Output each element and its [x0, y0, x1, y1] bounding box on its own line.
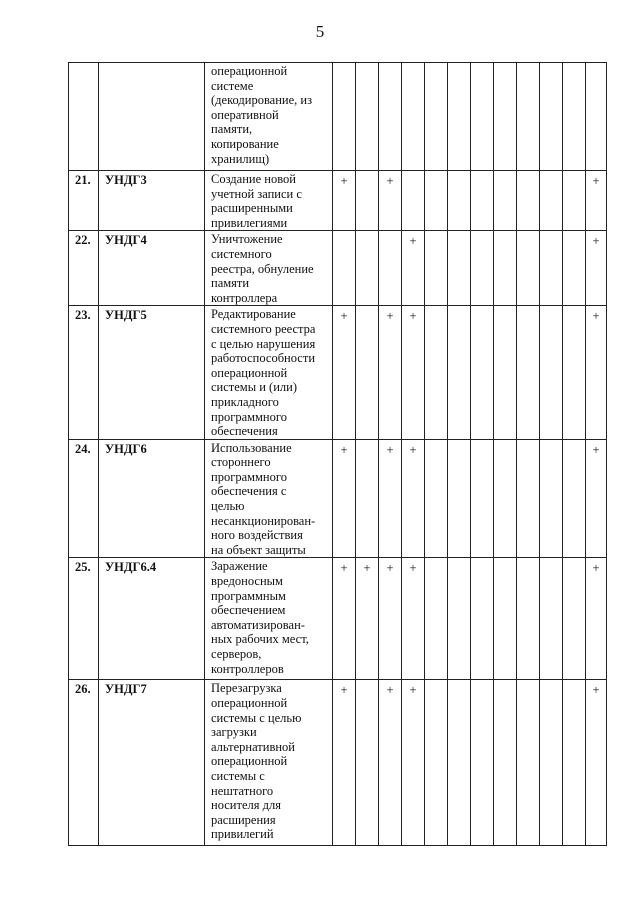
mark-cell [471, 231, 494, 306]
threat-table [68, 62, 607, 846]
mark-cell [356, 306, 379, 439]
mark-cell [425, 680, 448, 846]
threat-description [205, 231, 333, 306]
mark-cell [586, 63, 607, 171]
mark-cell: + [586, 231, 607, 306]
mark-cell [448, 680, 471, 846]
mark-cell [471, 680, 494, 846]
mark-cell [448, 306, 471, 439]
mark-cell [448, 231, 471, 306]
mark-cell [448, 439, 471, 558]
mark-cell [448, 558, 471, 680]
description-text: Создание новой учетной записи с расширенными привилегиями [211, 172, 302, 230]
mark-cell [333, 63, 356, 171]
mark-cell [494, 231, 517, 306]
mark-cell: + [356, 558, 379, 680]
threat-description [205, 63, 333, 171]
mark-cell: + [402, 231, 425, 306]
row-number: 21. [69, 171, 99, 231]
mark-cell [356, 171, 379, 231]
mark-cell [448, 171, 471, 231]
description-text: Редактирование системного реестра с целью нарушения работоспособности операционной системы и (или) прикладного программного обеспечения [211, 307, 316, 439]
mark-cell [425, 231, 448, 306]
mark-cell [563, 558, 586, 680]
mark-cell [402, 63, 425, 171]
mark-cell: + [379, 306, 402, 439]
mark-cell [379, 231, 402, 306]
threat-description [205, 439, 333, 558]
mark-cell [540, 306, 563, 439]
row-number: 22. [69, 231, 99, 306]
mark-cell [540, 558, 563, 680]
mark-cell [517, 306, 540, 439]
mark-cell: + [379, 558, 402, 680]
mark-cell [563, 680, 586, 846]
mark-cell: + [402, 439, 425, 558]
threat-code: УНДГ7 [99, 680, 205, 846]
description-text: Заражение вредоносным программным обеспечением автоматизирован- ных рабочих мест, серверов, контроллеров [211, 559, 309, 676]
table-row [69, 171, 607, 231]
mark-cell: + [402, 680, 425, 846]
mark-cell [494, 558, 517, 680]
page-number: 5 [315, 22, 325, 41]
threat-description [205, 680, 333, 846]
mark-cell [379, 63, 402, 171]
mark-cell [540, 63, 563, 171]
description-text: операционной системе (декодирование, из оперативной памяти, копирование хранилищ) [211, 64, 313, 166]
mark-cell [563, 439, 586, 558]
threat-code: УНДГ4 [99, 231, 205, 306]
threat-code: УНДГ6.4 [99, 558, 205, 680]
mark-cell: + [586, 680, 607, 846]
mark-cell [494, 439, 517, 558]
mark-cell [356, 63, 379, 171]
table-row [69, 439, 607, 558]
mark-cell [563, 63, 586, 171]
mark-cell [517, 439, 540, 558]
description-text: Перезагрузка операционной системы с целью загрузки альтернативной операционной системы с нештатного носителя для расширения привилегий [211, 681, 302, 842]
mark-cell [540, 171, 563, 231]
mark-cell [563, 231, 586, 306]
mark-cell [540, 439, 563, 558]
mark-cell [563, 171, 586, 231]
mark-cell [356, 439, 379, 558]
mark-cell: + [379, 171, 402, 231]
mark-cell [471, 63, 494, 171]
mark-cell [425, 63, 448, 171]
mark-cell: + [333, 171, 356, 231]
row-number: 23. [69, 306, 99, 439]
mark-cell: + [586, 306, 607, 439]
mark-cell [471, 439, 494, 558]
row-number: 24. [69, 439, 99, 558]
mark-cell [402, 171, 425, 231]
table-row [69, 306, 607, 439]
mark-cell [494, 171, 517, 231]
mark-cell [517, 558, 540, 680]
row-number: 26. [69, 680, 99, 846]
threat-description [205, 171, 333, 231]
mark-cell: + [379, 439, 402, 558]
mark-cell [356, 680, 379, 846]
mark-cell [448, 63, 471, 171]
threat-description [205, 306, 333, 439]
threat-description [205, 558, 333, 680]
mark-cell [356, 231, 379, 306]
mark-cell [471, 171, 494, 231]
mark-cell: + [402, 558, 425, 680]
table-row [69, 63, 607, 171]
mark-cell [494, 306, 517, 439]
row-number [69, 63, 99, 171]
mark-cell [517, 231, 540, 306]
mark-cell: + [586, 558, 607, 680]
mark-cell [425, 558, 448, 680]
mark-cell [517, 171, 540, 231]
mark-cell [425, 171, 448, 231]
mark-cell: + [333, 439, 356, 558]
table-row [69, 558, 607, 680]
table-row [69, 231, 607, 306]
mark-cell [540, 231, 563, 306]
mark-cell [517, 680, 540, 846]
mark-cell [494, 680, 517, 846]
mark-cell: + [333, 680, 356, 846]
threat-code [99, 63, 205, 171]
mark-cell: + [333, 306, 356, 439]
mark-cell [333, 231, 356, 306]
row-number: 25. [69, 558, 99, 680]
mark-cell [494, 63, 517, 171]
mark-cell [471, 306, 494, 439]
mark-cell: + [586, 439, 607, 558]
mark-cell: + [333, 558, 356, 680]
threat-code: УНДГ5 [99, 306, 205, 439]
mark-cell [540, 680, 563, 846]
mark-cell [471, 558, 494, 680]
description-text: Использование стороннего программного обеспечения с целью несанкционирован- ного воздействия на объект защиты [211, 440, 316, 557]
mark-cell: + [586, 171, 607, 231]
table-body [69, 63, 607, 846]
mark-cell [517, 63, 540, 171]
mark-cell: + [402, 306, 425, 439]
mark-cell [425, 439, 448, 558]
table-row [69, 680, 607, 846]
description-text: Уничтожение системного реестра, обнуление памяти контроллера [211, 232, 314, 305]
mark-cell [425, 306, 448, 439]
mark-cell: + [379, 680, 402, 846]
mark-cell [563, 306, 586, 439]
threat-code: УНДГ3 [99, 171, 205, 231]
threat-code: УНДГ6 [99, 439, 205, 558]
